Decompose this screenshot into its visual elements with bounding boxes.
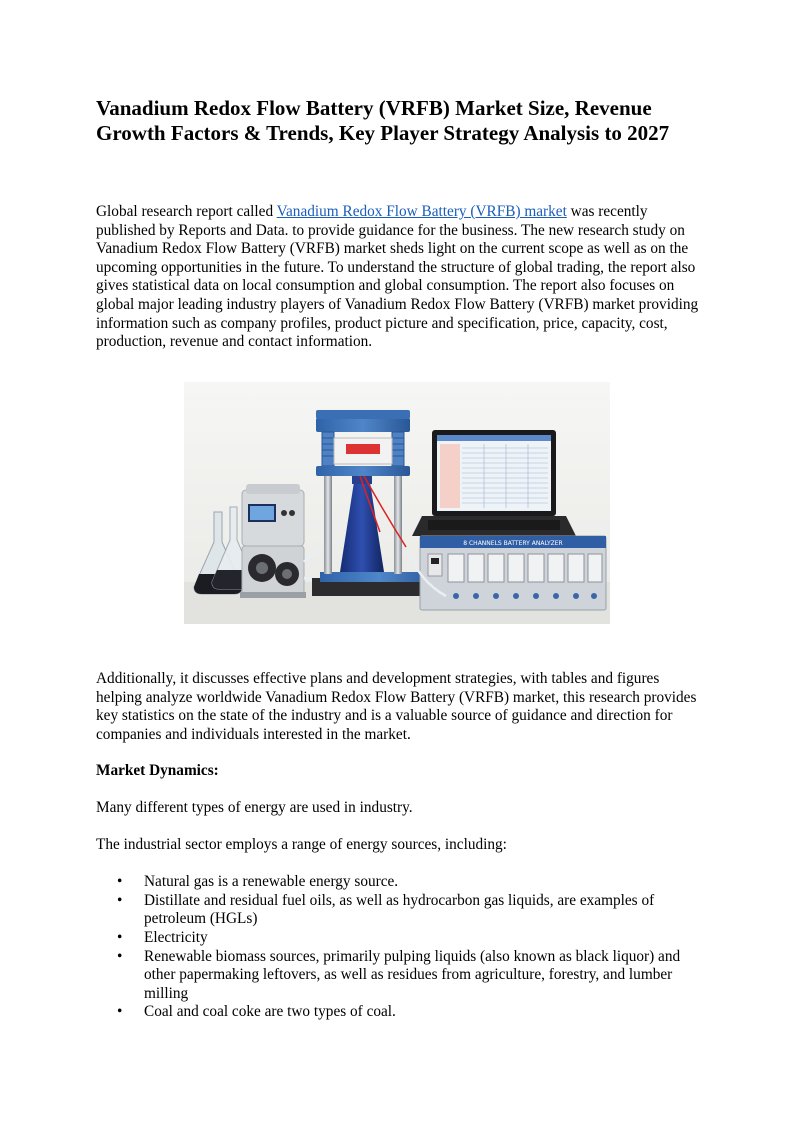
list-item [96, 929, 700, 948]
bullet-icon: • [117, 1003, 123, 1021]
document-title: Vanadium Redox Flow Battery (VRFB) Market Size, Revenue Growth Factors & Trends, Key Player Strategy Analysis to 2027 [96, 96, 670, 145]
list-item [96, 948, 700, 1004]
list-item [96, 892, 700, 929]
intro-text-after: was recently published by Reports and Data. to provide guidance for the business. The new research study on Vanadium Redox Flow Battery (VRFB) market sheds light on the current scope as well as on the upcoming opportunities in the future. To understand the structure of global trading, the report also gives statistical data on local consumption and global consumption. The report also focuses on global major leading industry players of Vanadium Redox Flow Battery (VRFB) market providing information such as company profiles, product picture and specification, price, capacity, cost, production, revenue and contact information. [96, 203, 699, 351]
list-item-text: Electricity [144, 928, 208, 946]
intro-paragraph [96, 203, 700, 352]
list-item-text: Distillate and residual fuel oils, as well as hydrocarbon gas liquids, are examples of petroleum (HGLs) [144, 891, 655, 928]
energy-types-paragraph: Many different types of energy are used in industry. [96, 798, 413, 816]
battery-analyzer-unit [420, 536, 606, 610]
energy-sources-list [96, 873, 700, 1022]
peristaltic-pump [240, 484, 306, 598]
bullet-icon: • [117, 891, 123, 909]
intro-text-before: Global research report called [96, 203, 277, 220]
bullet-icon: • [117, 947, 123, 965]
market-report-link[interactable]: Vanadium Redox Flow Battery (VRFB) market [276, 203, 567, 220]
list-item-text: Renewable biomass sources, primarily pulping liquids (also known as black liquor) and other papermaking leftovers, as well as residues from agriculture, forestry, and lumber milling [144, 947, 681, 1002]
market-body-section [96, 670, 700, 1022]
energy-sources-paragraph: The industrial sector employs a range of energy sources, including: [96, 835, 507, 853]
strategies-paragraph: Additionally, it discusses effective plans and development strategies, with tables and figures helping analyze worldwide Vanadium Redox Flow Battery (VRFB) market, this research provides key statistics on the state of the industry and is a valuable source of guidance and direction for companies and individuals interested in the market. [96, 670, 697, 743]
document-page [96, 96, 700, 1021]
list-item-text: Natural gas is a renewable energy source. [144, 873, 399, 891]
laptop-computer [412, 430, 576, 536]
list-item [96, 873, 700, 892]
bullet-icon: • [117, 928, 123, 946]
bullet-icon: • [117, 873, 123, 891]
market-dynamics-heading: Market Dynamics: [96, 762, 219, 780]
list-item-text: Coal and coal coke are two types of coal. [144, 1003, 396, 1021]
analyzer-label: 8 CHANNELS BATTERY ANALYZER [463, 540, 563, 547]
list-item [96, 1003, 700, 1022]
battery-test-equipment-photo [184, 382, 610, 624]
